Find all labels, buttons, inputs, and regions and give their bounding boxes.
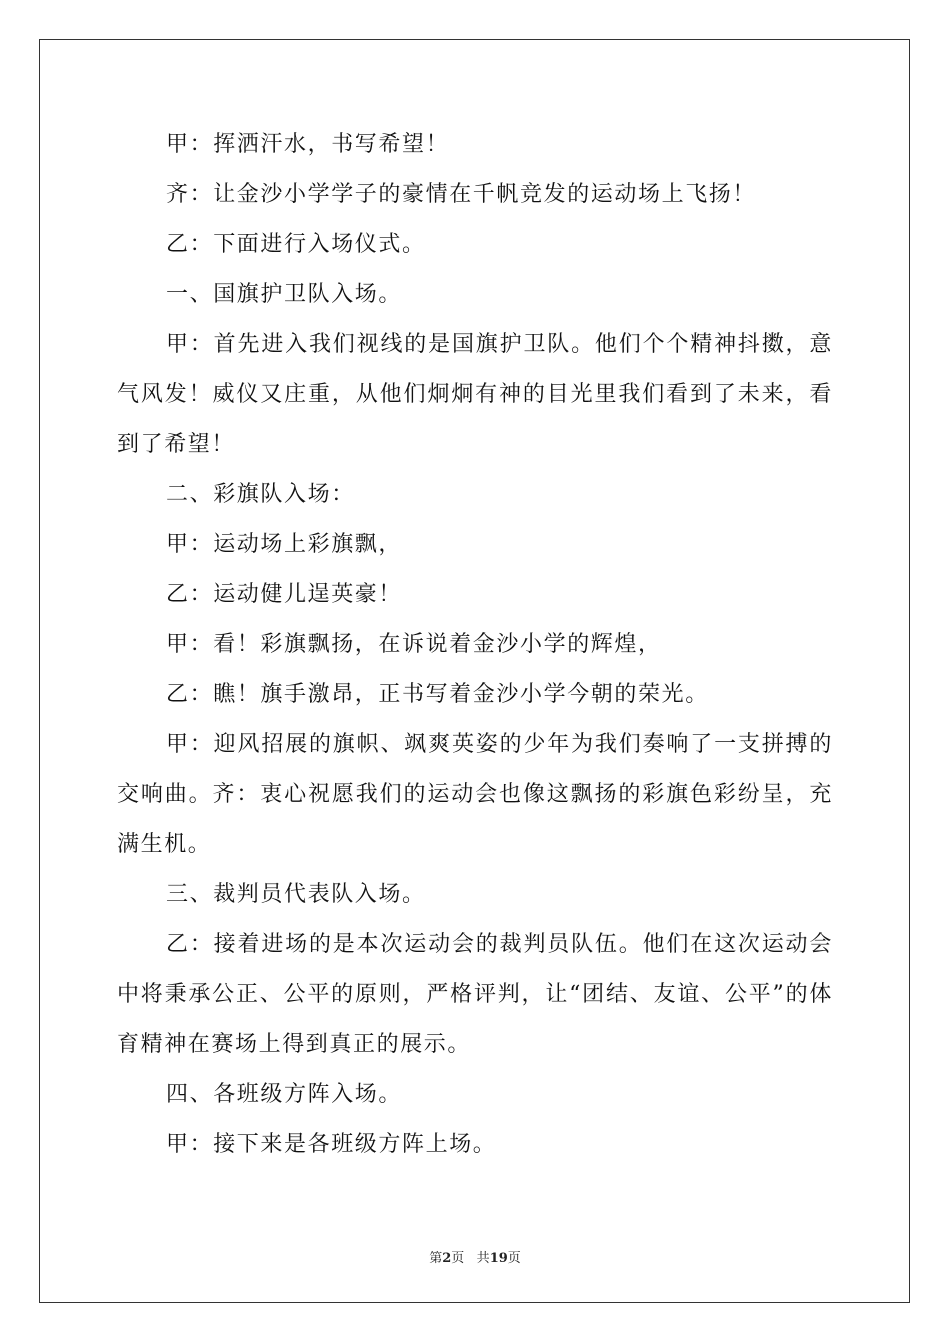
total-suffix: 页	[507, 1251, 521, 1266]
paragraph: 乙：运动健儿逞英豪！	[166, 582, 403, 607]
page-footer	[0, 1247, 950, 1266]
total-prefix: 共	[476, 1251, 490, 1266]
paragraph: 二、彩旗队入场：	[166, 482, 355, 507]
paragraph: 三、裁判员代表队入场。	[166, 882, 426, 907]
paragraph: 四、各班级方阵入场。	[166, 1082, 403, 1107]
document-body	[117, 120, 833, 1170]
page-prefix: 第	[429, 1251, 443, 1266]
paragraph: 甲：挥洒汗水，书写希望！	[166, 132, 450, 157]
paragraph: 甲：接下来是各班级方阵上场。	[166, 1132, 497, 1157]
page-total-number: 19	[489, 1251, 508, 1266]
page-current-number: 2	[442, 1251, 452, 1266]
page-suffix: 页	[451, 1251, 465, 1266]
paragraph: 乙：接着进场的是本次运动会的裁判员队伍。他们在这次运动会中将秉承公正、公平的原则，严格评判，让“团结、友谊、公平”的体育精神在赛场上得到真正的展示。	[117, 932, 833, 1057]
paragraph: 甲：运动场上彩旗飘，	[166, 532, 403, 557]
paragraph: 乙：下面进行入场仪式。	[166, 232, 426, 257]
paragraph: 一、国旗护卫队入场。	[166, 282, 403, 307]
paragraph: 甲：首先进入我们视线的是国旗护卫队。他们个个精神抖擞，意气风发！威仪又庄重，从他们炯炯有神的目光里我们看到了未来，看到了希望！	[117, 332, 833, 457]
paragraph: 乙：瞧！旗手激昂，正书写着金沙小学今朝的荣光。	[166, 682, 709, 707]
paragraph: 甲：迎风招展的旗帜、飒爽英姿的少年为我们奏响了一支拼搏的交响曲。齐：衷心祝愿我们的运动会也像这飘扬的彩旗色彩纷呈，充满生机。	[117, 732, 833, 857]
paragraph: 齐：让金沙小学学子的豪情在千帆竞发的运动场上飞扬！	[166, 182, 757, 207]
paragraph: 甲：看！彩旗飘扬，在诉说着金沙小学的辉煌，	[166, 632, 662, 657]
